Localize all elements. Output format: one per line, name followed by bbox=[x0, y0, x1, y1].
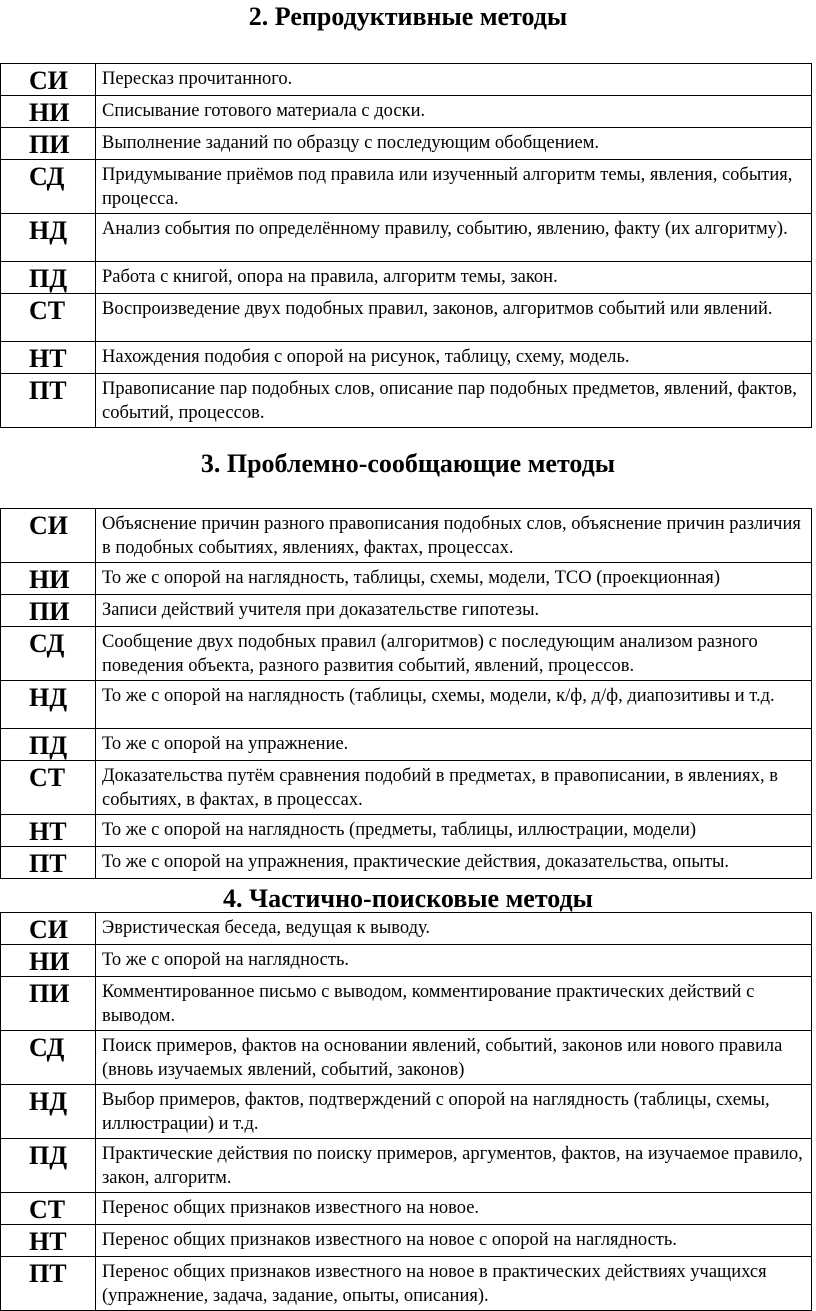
table-row bbox=[1, 509, 812, 563]
methods-table bbox=[0, 63, 812, 428]
table-row bbox=[1, 595, 812, 627]
method-code: ПД bbox=[1, 1139, 96, 1193]
table-row bbox=[1, 374, 812, 428]
method-description: Анализ события по определённому правилу, событию, явлению, факту (их алгоритму). bbox=[96, 214, 812, 262]
table-row bbox=[1, 815, 812, 847]
method-code: ПД bbox=[1, 729, 96, 761]
method-code: СИ bbox=[1, 64, 96, 96]
method-description: Доказательства путём сравнения подобий в предметах, в правописании, в явлениях, в событиях, в фактах, в процессах. bbox=[96, 761, 812, 815]
method-code: ПД bbox=[1, 262, 96, 294]
table-row bbox=[1, 761, 812, 815]
method-code: ПТ bbox=[1, 374, 96, 428]
method-description: Пересказ прочитанного. bbox=[96, 64, 812, 96]
table-row bbox=[1, 627, 812, 681]
method-description: Выполнение заданий по образцу с последующим обобщением. bbox=[96, 128, 812, 160]
method-description: Придумывание приёмов под правила или изученный алгоритм темы, явления, события, процесса. bbox=[96, 160, 812, 214]
method-code: СИ bbox=[1, 913, 96, 945]
method-code: СТ bbox=[1, 761, 96, 815]
table-row bbox=[1, 977, 812, 1031]
method-description: Поиск примеров, фактов на основании явлений, событий, законов или нового правила (вновь изучаемых явлений, событий, законов) bbox=[96, 1031, 812, 1085]
method-code: ПТ bbox=[1, 1257, 96, 1311]
method-code: СД bbox=[1, 160, 96, 214]
method-code: ПИ bbox=[1, 128, 96, 160]
method-code: СИ bbox=[1, 509, 96, 563]
table-row bbox=[1, 1257, 812, 1311]
method-description: Практические действия по поиску примеров, аргументов, фактов, на изучаемое правило, закон, алгоритм. bbox=[96, 1139, 812, 1193]
method-code: СД bbox=[1, 1031, 96, 1085]
method-description: То же с опорой на упражнение. bbox=[96, 729, 812, 761]
table-row bbox=[1, 1139, 812, 1193]
table-row bbox=[1, 1225, 812, 1257]
section-title: 2. Репродуктивные методы bbox=[248, 2, 568, 31]
method-description: То же с опорой на наглядность. bbox=[96, 945, 812, 977]
table-row bbox=[1, 847, 812, 879]
method-description: Записи действий учителя при доказательстве гипотезы. bbox=[96, 595, 812, 627]
method-description: Эвристическая беседа, ведущая к выводу. bbox=[96, 913, 812, 945]
method-description: Правописание пар подобных слов, описание пар подобных предметов, явлений, фактов, событий, процессов. bbox=[96, 374, 812, 428]
table-row bbox=[1, 128, 812, 160]
method-code: СТ bbox=[1, 294, 96, 342]
method-description: То же с опорой на наглядность (таблицы, схемы, модели, к/ф, д/ф, диапозитивы и т.д. bbox=[96, 681, 812, 729]
section-title: 4. Частично-поисковые методы bbox=[223, 884, 593, 913]
method-code: НИ bbox=[1, 96, 96, 128]
method-description: Перенос общих признаков известного на новое в практических действиях учащихся (упражнение, задача, задание, опыты, описания). bbox=[96, 1257, 812, 1311]
table-row bbox=[1, 64, 812, 96]
method-code: НД bbox=[1, 214, 96, 262]
table-row bbox=[1, 342, 812, 374]
table-row bbox=[1, 681, 812, 729]
method-code: НИ bbox=[1, 945, 96, 977]
method-code: НИ bbox=[1, 563, 96, 595]
table-row bbox=[1, 214, 812, 262]
method-description: Нахождения подобия с опорой на рисунок, таблицу, схему, модель. bbox=[96, 342, 812, 374]
method-code: НТ bbox=[1, 342, 96, 374]
table-row bbox=[1, 160, 812, 214]
method-description: Комментированное письмо с выводом, комментирование практических действий с выводом. bbox=[96, 977, 812, 1031]
table-row bbox=[1, 563, 812, 595]
table-row bbox=[1, 96, 812, 128]
method-description: Воспроизведение двух подобных правил, законов, алгоритмов событий или явлений. bbox=[96, 294, 812, 342]
table-row bbox=[1, 1085, 812, 1139]
methods-table bbox=[0, 912, 812, 1311]
table-row bbox=[1, 913, 812, 945]
method-code: ПИ bbox=[1, 977, 96, 1031]
table-row bbox=[1, 945, 812, 977]
table-row bbox=[1, 1193, 812, 1225]
section-title: 3. Проблемно-сообщающие методы bbox=[200, 449, 616, 478]
method-description: То же с опорой на наглядность, таблицы, схемы, модели, ТСО (проекционная) bbox=[96, 563, 812, 595]
method-description: То же с опорой на наглядность (предметы, таблицы, иллюстрации, модели) bbox=[96, 815, 812, 847]
table-row bbox=[1, 729, 812, 761]
method-description: Выбор примеров, фактов, подтверждений с опорой на наглядность (таблицы, схемы, иллюстрации) и т.д. bbox=[96, 1085, 812, 1139]
method-code: НД bbox=[1, 681, 96, 729]
method-description: Перенос общих признаков известного на новое. bbox=[96, 1193, 812, 1225]
method-description: То же с опорой на упражнения, практические действия, доказательства, опыты. bbox=[96, 847, 812, 879]
method-description: Сообщение двух подобных правил (алгоритмов) с последующим анализом разного поведения объекта, разного развития событий, явлений, процессов. bbox=[96, 627, 812, 681]
method-description: Объяснение причин разного правописания подобных слов, объяснение причин различия в подобных событиях, явлениях, фактах, процессах. bbox=[96, 509, 812, 563]
method-code: СД bbox=[1, 627, 96, 681]
method-description: Работа с книгой, опора на правила, алгоритм темы, закон. bbox=[96, 262, 812, 294]
method-code: НТ bbox=[1, 1225, 96, 1257]
table-row bbox=[1, 294, 812, 342]
method-code: СТ bbox=[1, 1193, 96, 1225]
table-row bbox=[1, 1031, 812, 1085]
method-code: ПИ bbox=[1, 595, 96, 627]
method-description: Перенос общих признаков известного на новое с опорой на наглядность. bbox=[96, 1225, 812, 1257]
method-code: ПТ bbox=[1, 847, 96, 879]
method-code: НТ bbox=[1, 815, 96, 847]
table-row bbox=[1, 262, 812, 294]
method-code: НД bbox=[1, 1085, 96, 1139]
method-description: Списывание готового материала с доски. bbox=[96, 96, 812, 128]
methods-table bbox=[0, 508, 812, 879]
